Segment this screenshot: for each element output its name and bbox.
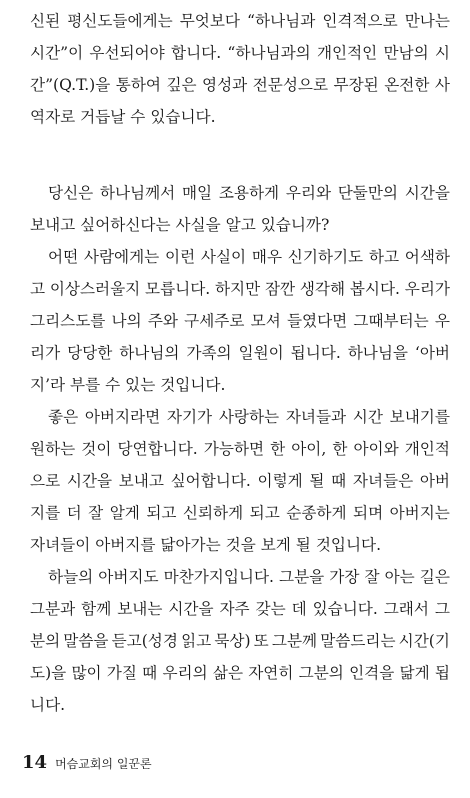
running-title: 머슴교회의 일꾼론 [55, 757, 152, 771]
text-line: 고 이상스러울지 모릅니다. 하지만 잠깐 생각해 봅시다. 우리가 [30, 280, 450, 298]
text-line: 시간”이 우선되어야 합니다. “하나님과의 개인적인 만남의 시 [30, 44, 450, 62]
text-line: 도)을 많이 가질 때 우리의 삶은 자연히 그분의 인격을 닮게 됩 [30, 664, 450, 682]
text-line: 니다. [30, 696, 66, 714]
text-line: 당신은 하나님께서 매일 조용하게 우리와 단둘만의 시간을 [48, 184, 450, 202]
text-line: 신된 평신도들에게는 무엇보다 “하나님과 인격적으로 만나는 [30, 12, 450, 30]
text-line: 간”(Q.T.)을 통하여 깊은 영성과 전문성으로 무장된 온전한 사 [30, 76, 450, 94]
text-line: 원하는 것이 당연합니다. 가능하면 한 아이, 한 아이와 개인적 [30, 440, 450, 458]
text-line: 하늘의 아버지도 마찬가지입니다. 그분을 가장 잘 아는 길은 [48, 568, 450, 586]
text-line: 분의 말씀을 듣고(성경 읽고 묵상) 또 그분께 말씀드리는 시간(기 [30, 632, 450, 650]
page-number: 14 [22, 752, 48, 773]
text-line: 어떤 사람에게는 이런 사실이 매우 신기하기도 하고 어색하 [48, 248, 450, 266]
text-line: 지를 더 잘 알게 되고 신뢰하게 되고 순종하게 되며 아버지는 [30, 504, 450, 522]
text-line: 리가 당당한 하나님의 가족의 일원이 됩니다. 하나님을 ‘아버 [30, 344, 450, 362]
text-line: 지’라 부를 수 있는 것입니다. [30, 376, 226, 394]
text-line: 역자로 거듭날 수 있습니다. [30, 108, 216, 126]
text-line: 보내고 싶어하신다는 사실을 알고 있습니까? [30, 216, 330, 234]
text-line: 으로 시간을 보내고 싶어합니다. 이렇게 될 때 자녀들은 아버 [30, 472, 450, 490]
text-line: 자녀들이 아버지를 닮아가는 것을 보게 될 것입니다. [30, 536, 382, 554]
page-footer [22, 752, 152, 773]
text-line: 좋은 아버지라면 자기가 사랑하는 자녀들과 시간 보내기를 [48, 408, 450, 426]
text-line: 그분과 함께 보내는 시간을 자주 갖는 데 있습니다. 그래서 그 [30, 600, 450, 618]
text-line: 그리스도를 나의 주와 구세주로 모셔 들였다면 그때부터는 우 [30, 312, 450, 330]
